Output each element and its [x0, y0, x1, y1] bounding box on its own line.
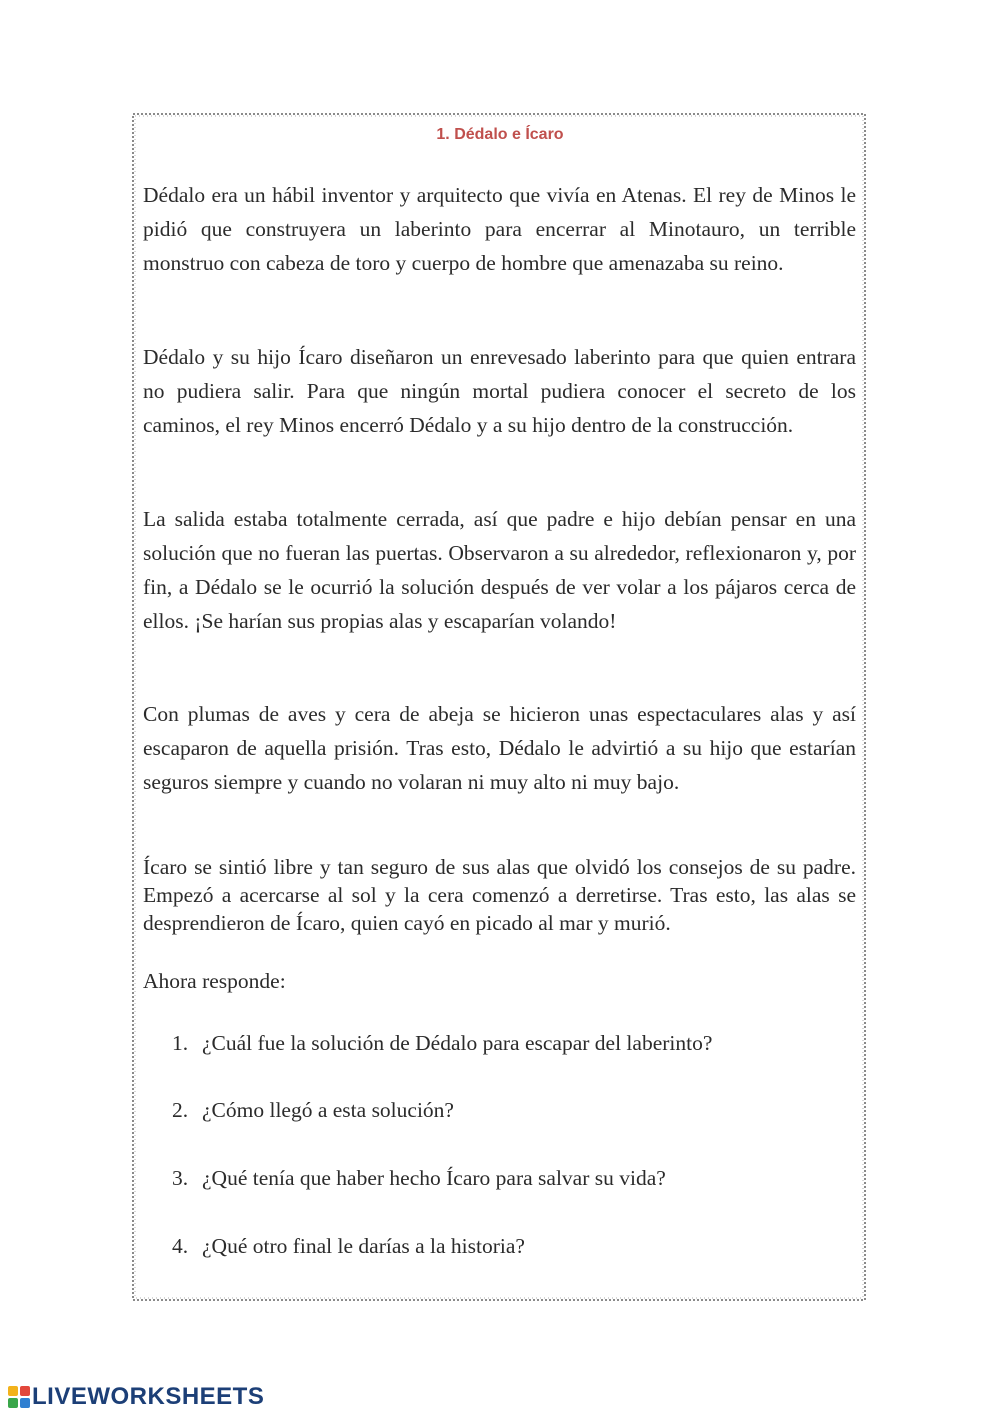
paragraph-5: Ícaro se sintió libre y tan seguro de sus alas que olvidó los consejos de su padre. Empezó a acercarse al sol y la cera comenzó a derretirse. Tras esto, las alas se desprendieron de Ícaro, quien cayó en picado al mar y murió. — [143, 855, 856, 935]
question-3 — [172, 1166, 666, 1191]
question-text: ¿Qué tenía que haber hecho Ícaro para salvar su vida? — [202, 1166, 666, 1190]
brand-name: LIVEWORKSHEETS — [32, 1383, 265, 1410]
paragraph-2: Dédalo y su hijo Ícaro diseñaron un enrevesado laberinto para que quien entrara no pudiera salir. Para que ningún mortal pudiera conocer el secreto de los caminos, el rey Minos encerró Dédalo y a su hijo dentro de la construcción. — [143, 345, 856, 437]
paragraph-4: Con plumas de aves y cera de abeja se hicieron unas espectaculares alas y así escaparon de aquella prisión. Tras esto, Dédalo le advirtió a su hijo que estarían seguros siempre y cuando no volaran ni muy alto ni muy bajo. — [143, 702, 856, 794]
question-text: ¿Cómo llegó a esta solución? — [202, 1098, 454, 1122]
paragraph-1: Dédalo era un hábil inventor y arquitecto que vivía en Atenas. El rey de Minos le pidió que construyera un laberinto para encerrar al Minotauro, un terrible monstruo con cabeza de toro y cuerpo de hombre que amenazaba su reino. — [143, 183, 856, 275]
logo-blocks-icon — [8, 1386, 30, 1408]
question-number: 3. — [172, 1166, 189, 1190]
question-text: ¿Qué otro final le darías a la historia? — [202, 1234, 525, 1258]
question-2 — [172, 1098, 454, 1123]
question-text: ¿Cuál fue la solución de Dédalo para escapar del laberinto? — [202, 1031, 713, 1055]
paragraph-3: La salida estaba totalmente cerrada, así que padre e hijo debían pensar en una solución que no fueran las puertas. Observaron a su alrededor, reflexionaron y, por fin, a Dédalo se le ocurrió la solución después de ver volar a los pájaros cerca de ellos. ¡Se harían sus propias alas y escaparían volando! — [143, 507, 856, 633]
question-1 — [172, 1031, 712, 1056]
question-4 — [172, 1234, 525, 1259]
prompt-text: Ahora responde: — [143, 969, 286, 993]
page-title: 1. Dédalo e Ícaro — [436, 126, 564, 143]
liveworksheets-logo[interactable] — [8, 1382, 264, 1412]
question-number: 1. — [172, 1031, 189, 1055]
question-number: 2. — [172, 1098, 189, 1122]
question-number: 4. — [172, 1234, 189, 1258]
